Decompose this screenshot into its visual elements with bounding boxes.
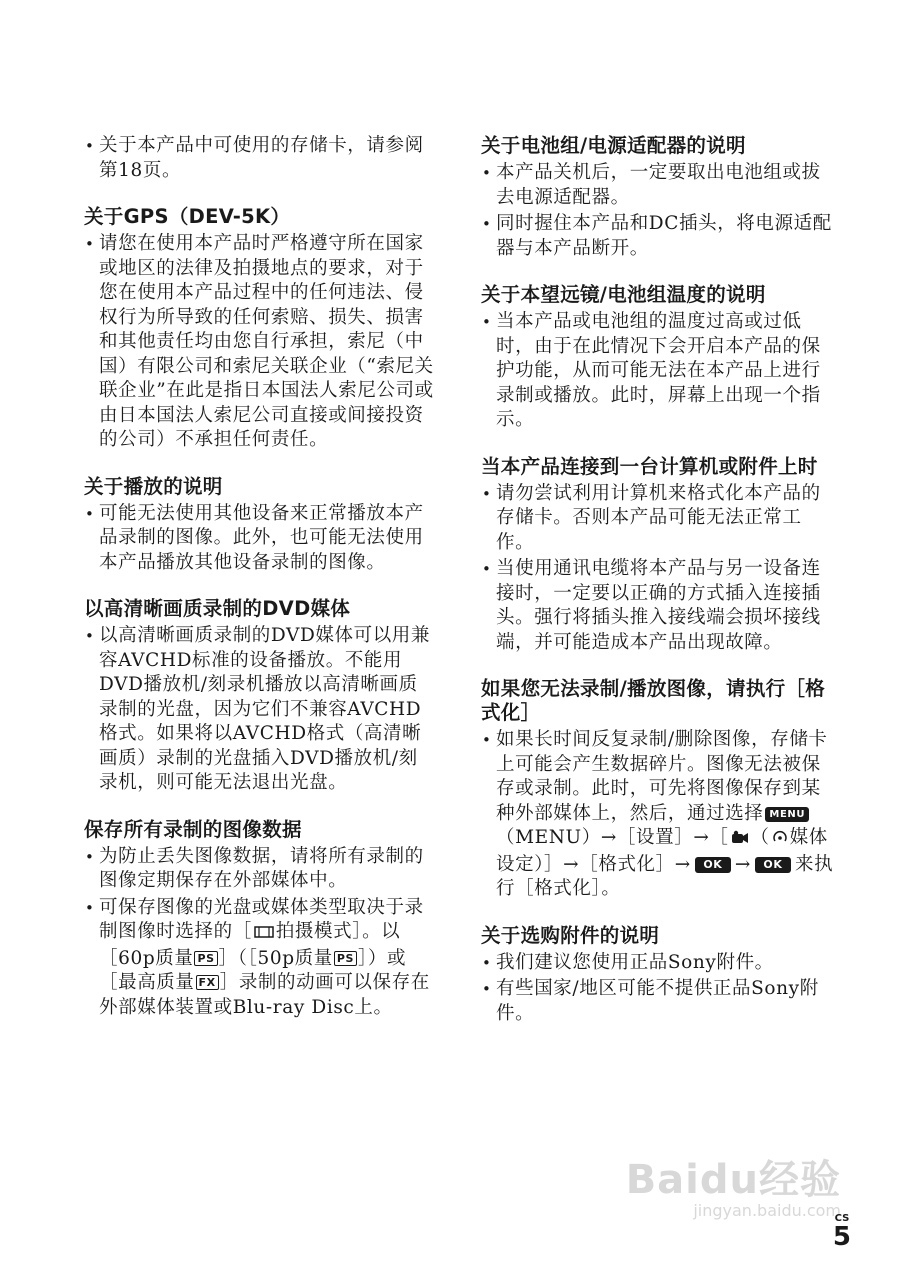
- battery-list: [481, 161, 837, 261]
- save-section: [84, 818, 436, 1021]
- temperature-heading: 关于本望远镜/电池组温度的说明: [481, 283, 766, 306]
- accessories-list: [481, 951, 837, 1027]
- save-heading: 保存所有录制的图像数据: [84, 817, 302, 841]
- format-text-2: （MENU）→［设置］→［: [496, 827, 729, 848]
- save-text-3: ］（［50p质量: [218, 947, 333, 969]
- computer-item: • 当使用通讯电缆将本产品与另一设备连接时，一定要以正确的方式插入连接插头。强行将插头推入接线端会损坏接线端，并可能造成本产品出现故障。: [481, 557, 837, 655]
- playback-section: [84, 475, 436, 576]
- accessories-heading: 关于选购附件的说明: [481, 923, 660, 947]
- dvd-list: [84, 624, 436, 796]
- dvd-heading: 以高清晰画质录制的DVD媒体: [84, 597, 351, 620]
- fx-badge-icon: FX: [196, 975, 219, 990]
- format-text-5: 来执行［格式化］。: [496, 853, 834, 899]
- save-text-4: ］）或［最高质量: [99, 947, 407, 993]
- ps-badge-icon: PS: [334, 951, 357, 966]
- baidu-watermark: [626, 1158, 841, 1220]
- format-text-1: 如果长时间反复录制/删除图像，存储卡上可能会产生数据碎片。图像无法被保存或录制。此时，可先将图像保存到某种外部媒体上，然后，通过选择: [496, 729, 828, 824]
- format-heading: 如果您无法录制/播放图像，请执行［格式化］: [481, 677, 826, 724]
- save-text-2: 拍摄模式］。以［60p质量: [99, 921, 401, 969]
- format-text-4: 媒体设定）］→［格式化］→: [496, 827, 828, 875]
- save-text-1: 可保存图像的光盘或媒体类型取决于录制图像时选择的［: [99, 896, 424, 942]
- accessories-item: • 有些国家/地区可能不提供正品Sony附件。: [481, 977, 837, 1026]
- dvd-section: [84, 597, 436, 796]
- intro-list: [84, 134, 436, 183]
- format-text-3: （: [750, 827, 770, 848]
- temperature-list: [481, 310, 837, 433]
- battery-heading: 关于电池组/电源适配器的说明: [481, 134, 746, 157]
- left-column: [84, 134, 436, 1042]
- dvd-item: • 以高清晰画质录制的DVD媒体可以用兼容AVCHD标准的设备播放。不能用DVD播放机/刻录机播放以高清晰画质录制的光盘，因为它们不兼容AVCHD格式。如果将以AVCHD格式（高清晰画质）录制的光盘插入DVD播放机/刻录机，则可能无法退出光盘。: [84, 624, 436, 796]
- computer-list: [481, 482, 837, 656]
- temperature-item: • 当本产品或电池组的温度过高或过低时，由于在此情况下会开启本产品的保护功能，从而可能无法在本产品上进行录制或播放。此时，屏幕上出现一个指示。: [481, 310, 837, 433]
- save-text-5: ］录制的动画可以保存在外部媒体装置或Blu-ray Disc上。: [99, 972, 430, 1018]
- page-footer: [833, 1213, 851, 1250]
- playback-list: [84, 502, 436, 576]
- language-code: CS: [834, 1213, 850, 1224]
- computer-section: [481, 455, 837, 656]
- gps-item: • 请您在使用本产品时严格遵守所在国家或地区的法律及拍摄地点的要求，对于您在使用本产品过程中的任何违法、侵权行为所导致的任何索赔、损失、损害和其他责任均由您自行承担，索尼（中国）有限公司和索尼关联企业（“索尼关联企业”在此是指日本国法人索尼公司或由日本国法人索尼公司直接或间接投资的公司）不承担任何责任。: [84, 232, 436, 453]
- battery-item: • 同时握住本产品和DC插头，将电源适配器与本产品断开。: [481, 212, 837, 261]
- ps-badge-icon: PS: [194, 951, 217, 966]
- watermark-url: jingyan.baidu.com: [693, 1201, 841, 1220]
- save-item-backup: • 为防止丢失图像数据，请将所有录制的图像定期保存在外部媒体中。: [84, 845, 436, 894]
- playback-heading: 关于播放的说明: [84, 474, 223, 498]
- watermark-logo: Baidu经验: [625, 1157, 841, 1203]
- format-item: [481, 728, 837, 902]
- arrow-text: →: [734, 853, 751, 875]
- computer-heading: 当本产品连接到一台计算机或附件上时: [481, 454, 818, 478]
- gps-heading: 关于GPS（DEV-5K）: [84, 205, 291, 228]
- gps-list: [84, 232, 436, 453]
- format-section: [481, 677, 837, 902]
- accessories-item: • 我们建议您使用正品Sony附件。: [481, 951, 837, 976]
- format-list: [481, 728, 837, 902]
- battery-section: [481, 134, 837, 261]
- battery-item: • 本产品关机后，一定要取出电池组或拔去电源适配器。: [481, 161, 837, 210]
- computer-item: • 请勿尝试利用计算机来格式化本产品的存储卡。否则本产品可能无法正常工作。: [481, 482, 837, 556]
- intro-section: [84, 134, 436, 183]
- film-mode-icon: [254, 922, 274, 947]
- temperature-section: [481, 283, 837, 433]
- accessories-section: [481, 924, 837, 1027]
- save-list: [84, 845, 436, 1021]
- intro-item: • 关于本产品中可使用的存储卡，请参阅第18页。: [84, 134, 436, 183]
- ok-button-icon: OK: [695, 857, 731, 873]
- camera-setup-icon: [731, 828, 749, 853]
- playback-item: • 可能无法使用其他设备来正常播放本产品录制的图像。此外，也可能无法使用本产品播放其他设备录制的图像。: [84, 502, 436, 576]
- save-item-media: [84, 896, 436, 1021]
- menu-button-icon: MENU: [765, 807, 809, 822]
- right-column: [481, 134, 837, 1048]
- ok-button-icon: OK: [755, 857, 791, 873]
- page-number: 5: [832, 1222, 851, 1252]
- media-icon: [772, 828, 788, 853]
- gps-section: [84, 205, 436, 453]
